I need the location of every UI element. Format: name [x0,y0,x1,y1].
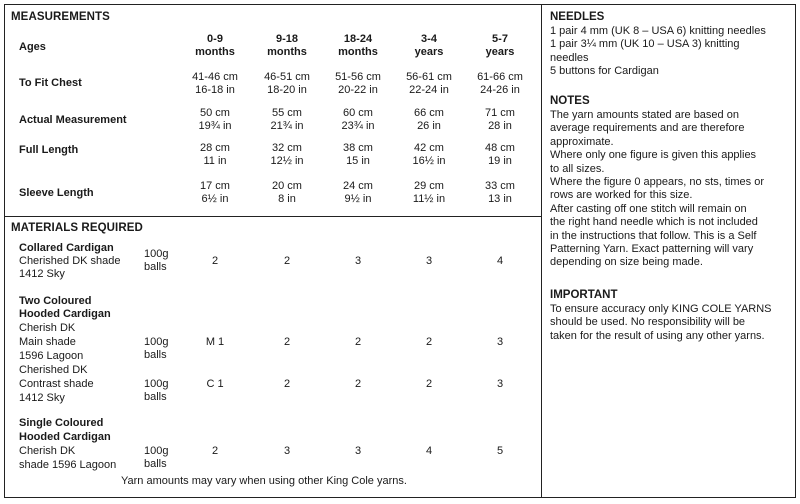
ball-count: 4 [496,255,504,267]
value-cm: 20 cm [272,180,302,192]
ball-count: 4 [425,445,433,457]
unit-balls: balls [144,458,167,470]
unit-weight: 100g [144,378,169,390]
needles-line: 1 pair 3¼ mm (UK 10 – USA 3) knitting [550,38,740,51]
size-range: 0-9 [207,33,223,45]
ball-count: 3 [425,255,433,267]
notes-line: approximate. [550,135,614,148]
value-cm: 33 cm [485,180,515,192]
important-line: should be used. No responsibility will be [550,316,746,329]
main-shade-label: Main shade [19,336,76,348]
size-unit: years [485,46,515,58]
value-in: 11½ in [412,193,446,205]
value-in: 19 in [488,155,512,167]
measurement-cell [175,71,255,97]
ball-count: 3 [354,255,362,267]
value-in: 22-24 in [409,84,449,96]
value-cm: 55 cm [272,107,302,119]
measurement-cell [460,180,540,206]
ball-count: 2 [354,378,362,390]
value-in: 16½ in [412,155,446,167]
important-text [550,303,794,343]
size-header [175,33,255,59]
needles-title: NEEDLES [550,11,605,23]
notes-line: in the instructions that follow. This is a Self [550,229,757,242]
value-in: 13 in [488,193,512,205]
collared-yarn: Cherished DK shade [19,255,121,267]
value-in: 16-18 in [195,84,235,96]
ball-count: 2 [354,336,362,348]
collared-cardigan-title: Collared Cardigan [19,242,114,254]
ball-count: 2 [283,378,291,390]
notes-line: After casting off one stitch will remain on [550,202,747,215]
value-cm: 56-61 cm [406,71,452,83]
value-cm: 46-51 cm [264,71,310,83]
value-cm: 48 cm [485,142,515,154]
materials-title: MATERIALS REQUIRED [11,222,143,234]
measurements-title: MEASUREMENTS [11,11,110,23]
measurement-cell [318,71,398,97]
value-in: 20-22 in [338,84,378,96]
ball-count: 2 [283,336,291,348]
value-in: 21¾ in [270,120,304,132]
value-cm: 24 cm [343,180,373,192]
measurement-cell [247,180,327,206]
size-unit: years [414,46,444,58]
yarn-disclaimer: Yarn amounts may vary when using other King Cole yarns. [121,475,407,487]
unit-weight: 100g [144,445,169,457]
ball-count: C 1 [206,378,224,390]
size-unit: months [195,46,235,58]
notes-line: to all sizes. [550,162,605,175]
value-cm: 32 cm [272,142,302,154]
measurement-cell [247,142,327,168]
value-in: 15 in [346,155,370,167]
value-cm: 66 cm [414,107,444,119]
main-unit [144,336,168,362]
ball-count: 3 [496,336,504,348]
collared-unit [144,248,168,274]
notes-title: NOTES [550,95,590,107]
value-in: 26 in [417,120,441,132]
ball-count: 2 [425,378,433,390]
value-cm: 71 cm [485,107,515,119]
pattern-info-sheet [4,4,796,498]
ball-count: 2 [211,445,219,457]
value-cm: 29 cm [414,180,444,192]
ball-count: 3 [354,445,362,457]
needles-line: 5 buttons for Cardigan [550,65,659,78]
important-line: taken for the result of using any other yarns. [550,329,765,342]
two-coloured-title-line1: Two Coloured [19,295,92,307]
value-in: 9½ in [344,193,372,205]
needles-list [550,25,794,79]
value-in: 28 in [488,120,512,132]
size-header [460,33,540,59]
value-in: 19¾ in [198,120,232,132]
needles-line: 1 pair 4 mm (UK 8 – USA 6) knitting needles [550,25,766,37]
ball-count: 3 [283,445,291,457]
notes-line: average requirements and are therefore [550,122,745,135]
notes-text [550,109,794,270]
value-in: 24-26 in [480,84,520,96]
value-cm: 28 cm [200,142,230,154]
value-in: 12½ in [270,155,304,167]
size-range: 9-18 [275,33,299,45]
important-line: To ensure accuracy only KING COLE YARNS [550,303,772,315]
contrast-shade-label: Contrast shade [19,378,94,390]
collared-shade: 1412 Sky [19,268,65,280]
measurement-cell [318,180,398,206]
measurement-cell [389,180,469,206]
row-label-full-length: Full Length [19,144,79,156]
measurement-cell [460,71,540,97]
notes-line: Where the figure 0 appears, no sts, times or [550,176,764,189]
contrast-yarn: Cherished DK [19,364,88,376]
measurement-cell [247,107,327,133]
single-coloured-title-line1: Single Coloured [19,417,104,429]
measurement-cell [318,142,398,168]
row-label-sleeve-length: Sleeve Length [19,187,94,199]
measurement-cell [460,107,540,133]
ball-count: 2 [211,255,219,267]
section-divider [5,216,541,217]
main-shade-value: 1596 Lagoon [19,350,84,362]
single-shade: shade 1596 Lagoon [19,459,117,471]
measurement-cell [175,180,255,206]
main-yarn: Cherish DK [19,322,76,334]
size-unit: months [338,46,378,58]
value-cm: 17 cm [200,180,230,192]
ball-count: 5 [496,445,504,457]
column-divider [541,5,542,497]
ages-label: Ages [19,41,46,53]
value-cm: 61-66 cm [477,71,523,83]
notes-line: The yarn amounts stated are based on [550,109,739,121]
size-header [247,33,327,59]
unit-weight: 100g [144,336,169,348]
value-cm: 60 cm [343,107,373,119]
unit-balls: balls [144,261,167,273]
value-cm: 41-46 cm [192,71,238,83]
unit-balls: balls [144,391,167,403]
value-in: 6½ in [201,193,229,205]
single-unit [144,445,168,471]
size-range: 18-24 [343,33,373,45]
ball-count: M 1 [205,336,225,348]
size-range: 5-7 [492,33,508,45]
unit-weight: 100g [144,248,169,260]
value-cm: 50 cm [200,107,230,119]
size-unit: months [267,46,307,58]
value-cm: 38 cm [343,142,373,154]
value-in: 11 in [203,155,227,167]
single-coloured-title-line2: Hooded Cardigan [19,431,111,443]
row-label-actual: Actual Measurement [19,114,127,126]
notes-line: the right hand needle which is not included [550,216,758,229]
measurement-cell [175,107,255,133]
measurement-cell [389,107,469,133]
value-in: 18-20 in [267,84,307,96]
two-coloured-title-line2: Hooded Cardigan [19,308,111,320]
measurement-cell [389,142,469,168]
ball-count: 3 [496,378,504,390]
contrast-shade-value: 1412 Sky [19,392,65,404]
size-range: 3-4 [421,33,437,45]
notes-line: rows are worked for this size. [550,189,693,202]
value-in: 23¾ in [341,120,375,132]
ball-count: 2 [283,255,291,267]
important-title: IMPORTANT [550,289,618,301]
notes-line: Patterning Yarn. Exact patterning will vary [550,243,754,256]
measurement-cell [318,107,398,133]
contrast-unit [144,378,168,404]
notes-line: depending on size being made. [550,256,703,269]
size-header [318,33,398,59]
row-label-chest: To Fit Chest [19,77,82,89]
measurement-cell [175,142,255,168]
needles-line: needles [550,51,589,64]
size-header [389,33,469,59]
measurement-cell [247,71,327,97]
unit-balls: balls [144,349,167,361]
measurement-cell [460,142,540,168]
value-in: 8 in [278,193,296,205]
measurement-cell [389,71,469,97]
ball-count: 2 [425,336,433,348]
single-yarn: Cherish DK [19,445,76,457]
value-cm: 42 cm [414,142,444,154]
notes-line: Where only one figure is given this applies [550,149,757,162]
value-cm: 51-56 cm [335,71,381,83]
